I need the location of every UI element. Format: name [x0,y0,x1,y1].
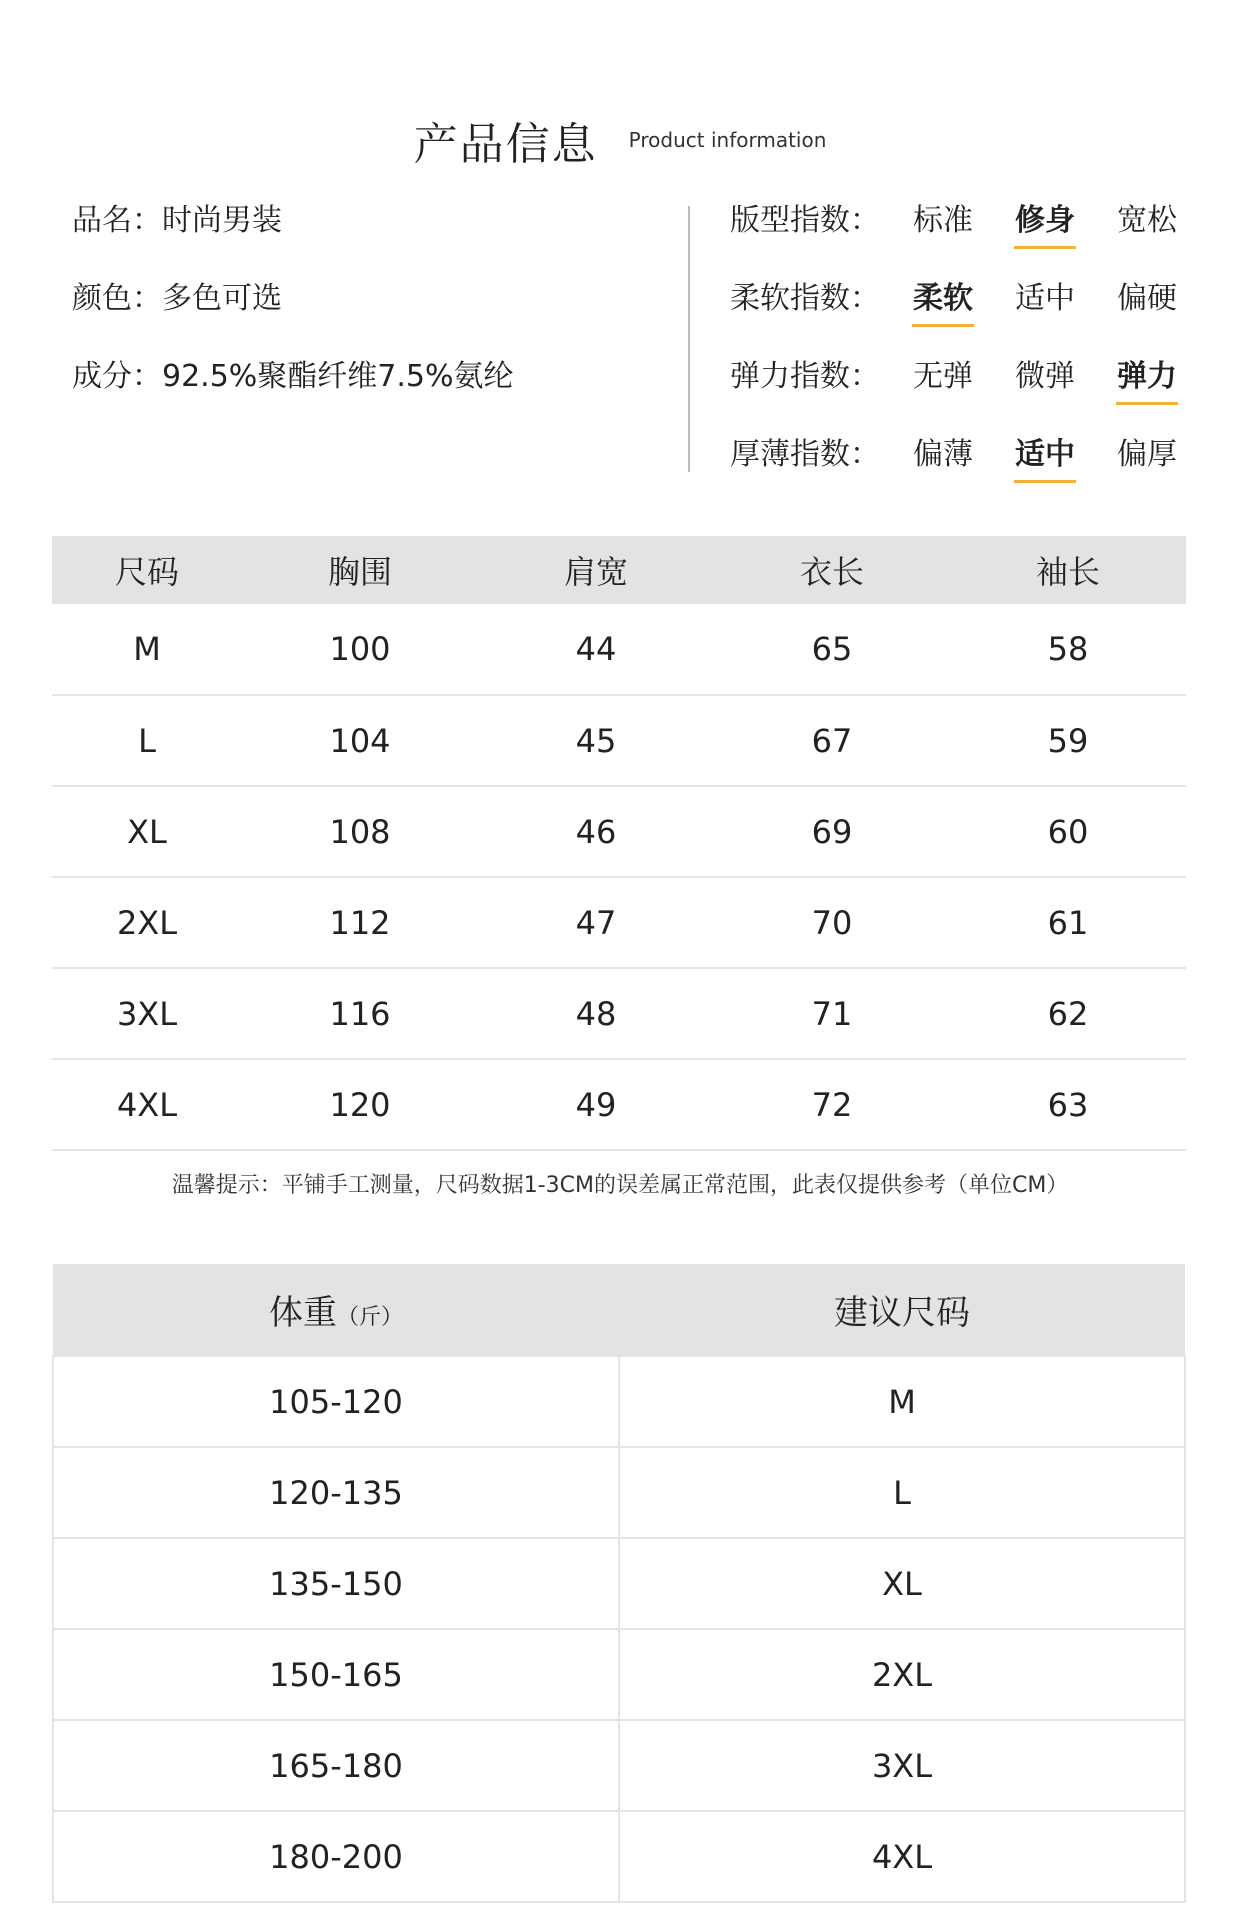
table-cell: 47 [478,877,714,968]
index-option: 无弹 [913,359,973,394]
index-row [730,196,1198,274]
table-row [53,1356,1185,1447]
title-chinese: 产品信息 [413,119,598,170]
index-option: 宽松 [1117,203,1177,238]
index-option: 偏厚 [1117,437,1177,472]
table-cell: 100 [242,604,478,695]
table-cell: 120-135 [53,1447,619,1538]
table-cell: 3XL [52,968,242,1059]
table-row [52,695,1186,786]
header-shoulder: 肩宽 [478,536,714,604]
product-name: 品名：时尚男装 [72,203,282,238]
table-row [53,1629,1185,1720]
index-option-selected: 柔软 [892,274,994,324]
index-label: 厚薄指数： [730,437,880,472]
table-cell: 58 [950,604,1186,695]
header-chest: 胸围 [242,536,478,604]
table-cell: 45 [478,695,714,786]
table-cell: 60 [950,786,1186,877]
table-row [53,1538,1185,1629]
header-sleeve: 袖长 [950,536,1186,604]
header-weight [53,1264,619,1356]
index-option: 偏薄 [913,437,973,472]
table-cell: L [52,695,242,786]
index-option-selected: 修身 [994,196,1096,246]
index-option: 适中 [1015,281,1075,316]
fabric-indices [730,196,1198,508]
index-option: 微弹 [1015,359,1075,394]
table-cell: 104 [242,695,478,786]
table-cell: 150-165 [53,1629,619,1720]
table-cell: 112 [242,877,478,968]
table-row [53,1720,1185,1811]
table-row [53,1811,1185,1902]
measurement-tip: 温馨提示：平铺手工测量，尺码数据1-3CM的误差属正常范围，此表仅提供参考（单位CM） [171,1173,1069,1198]
index-label: 柔软指数： [730,281,880,316]
product-color: 颜色：多色可选 [72,281,282,316]
table-cell: 48 [478,968,714,1059]
weight-chart-header [53,1264,1185,1356]
table-cell: 108 [242,786,478,877]
table-row [52,604,1186,695]
table-row [52,877,1186,968]
table-cell: 62 [950,968,1186,1059]
table-cell: 44 [478,604,714,695]
table-cell: 4XL [52,1059,242,1150]
header-length: 衣长 [714,536,950,604]
table-cell: 49 [478,1059,714,1150]
index-row [730,352,1198,430]
header-weight-unit: （斤） [336,1305,403,1330]
product-composition: 成分：92.5%聚酯纤维7.5%氨纶 [72,359,514,394]
table-cell: L [619,1447,1185,1538]
index-option: 标准 [913,203,973,238]
header-recommended-size: 建议尺码 [619,1264,1185,1356]
table-cell: 116 [242,968,478,1059]
index-row [730,430,1198,508]
table-cell: 46 [478,786,714,877]
table-cell: 69 [714,786,950,877]
table-cell: XL [52,786,242,877]
header-size: 尺码 [52,536,242,604]
table-cell: 72 [714,1059,950,1150]
table-cell: 120 [242,1059,478,1150]
table-cell: 67 [714,695,950,786]
table-cell: 4XL [619,1811,1185,1902]
table-cell: 165-180 [53,1720,619,1811]
page-title [0,108,1240,172]
size-chart-header [52,536,1186,604]
index-label: 弹力指数： [730,359,880,394]
table-row [52,786,1186,877]
index-row [730,274,1198,352]
info-divider [688,206,690,472]
weight-size-chart [52,1264,1186,1903]
table-cell: M [52,604,242,695]
table-cell: 135-150 [53,1538,619,1629]
index-label: 版型指数： [730,203,880,238]
table-cell: 2XL [619,1629,1185,1720]
table-cell: 105-120 [53,1356,619,1447]
table-cell: 63 [950,1059,1186,1150]
header-weight-label: 体重 [268,1293,337,1333]
table-cell: 70 [714,877,950,968]
index-option: 偏硬 [1117,281,1177,316]
title-english: Product information [628,128,827,152]
size-chart [52,536,1186,1151]
table-cell: 71 [714,968,950,1059]
table-cell: M [619,1356,1185,1447]
index-option-selected: 适中 [994,430,1096,480]
table-cell: 65 [714,604,950,695]
table-cell: 61 [950,877,1186,968]
basic-info [72,196,514,430]
table-cell: XL [619,1538,1185,1629]
table-cell: 3XL [619,1720,1185,1811]
table-row [52,968,1186,1059]
table-cell: 2XL [52,877,242,968]
index-option-selected: 弹力 [1096,352,1198,402]
table-row [52,1059,1186,1150]
table-cell: 180-200 [53,1811,619,1902]
table-row [53,1447,1185,1538]
table-cell: 59 [950,695,1186,786]
